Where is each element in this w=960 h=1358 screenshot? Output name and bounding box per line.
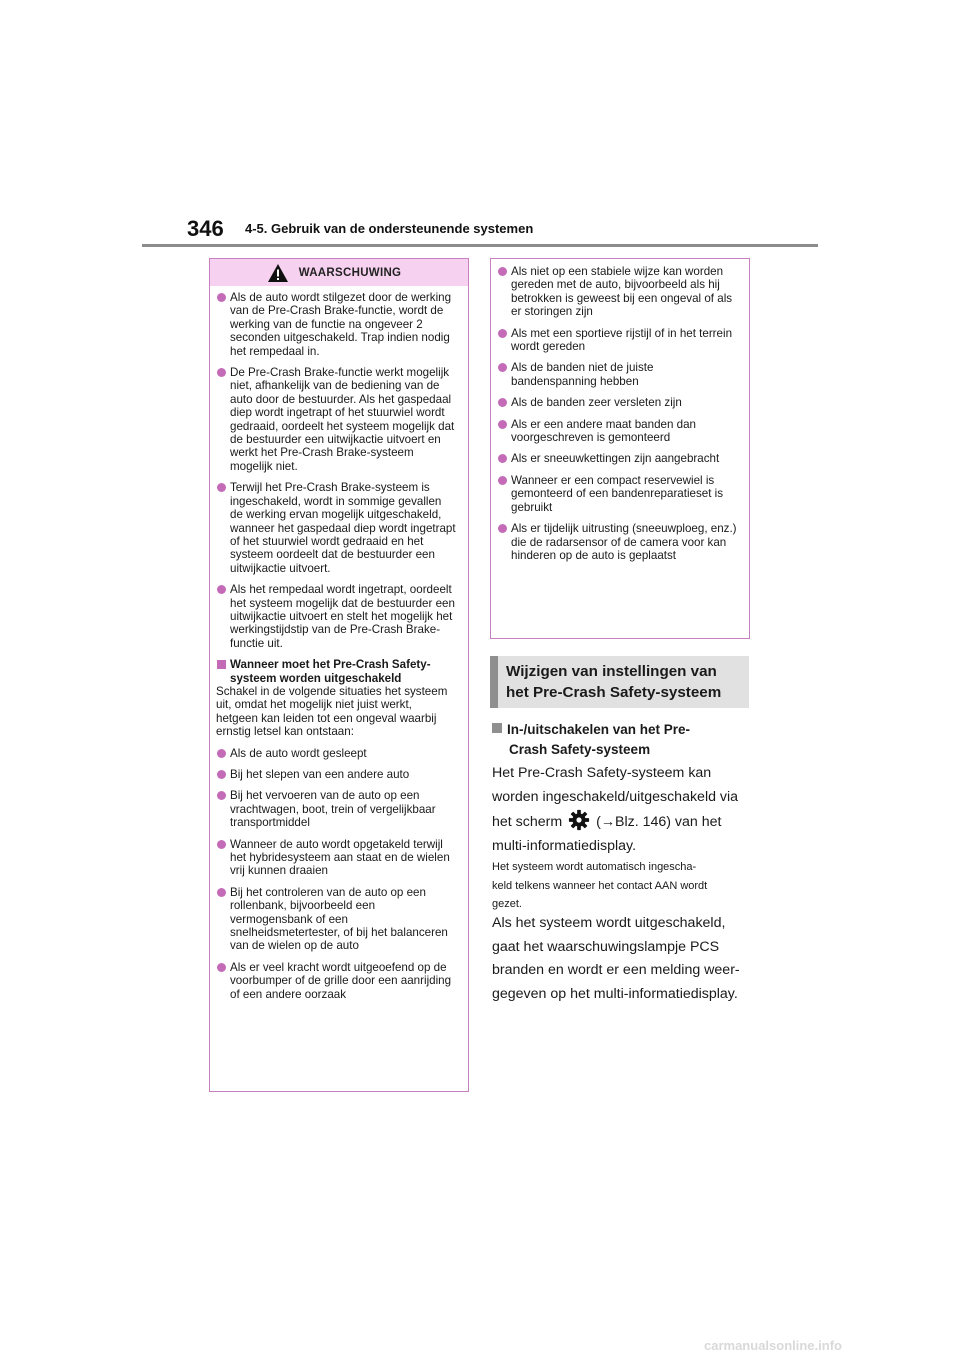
- paragraph-line: multi-informatiedisplay.: [492, 837, 637, 854]
- square-bullet-icon: [492, 723, 502, 733]
- warning-title: WAARSCHUWING: [298, 266, 402, 279]
- header-rule: [142, 244, 818, 247]
- warning-body: [210, 286, 468, 1001]
- bullet-item: Als er sneeuwkettingen zijn aangebracht: [497, 452, 738, 465]
- settings-subheading: [492, 720, 752, 760]
- bullet-item: Als niet op een stabiele wijze kan worden gereden met de auto, bijvoorbeeld als hij betrokken is geweest bij een ongeval of als er storingen zijn: [497, 265, 738, 319]
- bullet-item: Wanneer er een compact reservewiel is gemonteerd of een bandenreparatieset is gebruikt: [497, 474, 738, 514]
- settings-subheading-line: In-/uitschakelen van het Pre-: [507, 722, 691, 737]
- settings-heading-line: Wijzigen van instellingen van: [506, 663, 717, 680]
- settings-subheading-line: Crash Safety-systeem: [509, 742, 651, 757]
- warning-header: [210, 259, 468, 286]
- bullet-item: Terwijl het Pre-Crash Brake-systeem is ingeschakeld, wordt in sommige gevallen de werking ervan mogelijk uitgeschakeld, wanneer het gaspedaal diep wordt ingetrapt of het stuurwiel wordt gedraaid en het systeem oordeelt dat de bestuurder een uitwijkactie uitvoert.: [216, 481, 457, 575]
- bullet-item: Als de auto wordt stilgezet door de werking van de Pre-Crash Brake-functie, wordt de werking van de functie na ongeveer 2 seconden uitgeschakeld. Trap indien nodig het rempedaal in.: [216, 291, 457, 358]
- settings-heading-line: het Pre-Crash Safety-systeem: [506, 684, 722, 701]
- paragraph-line: worden ingeschakeld/uitgeschakeld via: [492, 788, 739, 805]
- page-number: 346: [187, 216, 224, 241]
- section-title: 4-5. Gebruik van de ondersteunende systemen: [245, 221, 534, 236]
- settings-note: [492, 858, 754, 914]
- note-line: keld telkens wanneer het contact AAN wordt: [492, 879, 708, 892]
- bullet-item: Als er veel kracht wordt uitgeoefend op de voorbumper of de grille door een aanrijding of een andere oorzaak: [216, 961, 457, 1001]
- bullet-item: Als de banden zeer versleten zijn: [497, 396, 738, 409]
- bullet-item: Als er een andere maat banden dan voorgeschreven is gemonteerd: [497, 418, 738, 445]
- bullet-item: Als de banden niet de juiste bandenspanning hebben: [497, 361, 738, 388]
- warning-triangle-icon: [267, 263, 289, 283]
- warning-intro: Schakel in de volgende situaties het systeem uit, omdat het mogelijk niet juist werkt, hetgeen kan leiden tot een ongeval waarbij ernstig letsel kan ontstaan:: [216, 684, 448, 739]
- bullet-item: Als er tijdelijk uitrusting (sneeuwploeg, enz.) die de radarsensor of de camera voor kan hinderen op de auto is geplaatst: [497, 522, 738, 562]
- paragraph-line: Als het systeem wordt uitgeschakeld,: [492, 915, 726, 931]
- bullet-item: Bij het controleren van de auto op een rollenbank, bijvoorbeeld een vermogensbank of een snelheidsmetertester, of bij het balanceren van de wielen op de auto: [216, 886, 457, 953]
- paragraph-line: branden en wordt er een melding weer-: [492, 962, 740, 978]
- paragraph-line: gaat het waarschuwingslampje PCS: [492, 938, 720, 955]
- bullet-item: Als het rempedaal wordt ingetrapt, oordeelt het systeem mogelijk dat de bestuurder een uitwijkactie uitvoert en stelt het mogelijk het werkingstijdstip van de Pre-Crash Brake-functie uit.: [216, 583, 457, 650]
- bullet-item: Als de auto wordt gesleept: [216, 747, 457, 760]
- paragraph-line: het scherm (→Blz. 146) van het: [492, 809, 754, 835]
- warning-subheading: Wanneer moet het Pre-Crash Safety-systeem worden uitgeschakeld: [216, 658, 457, 685]
- note-line: Het systeem wordt automatisch ingescha-: [492, 861, 697, 873]
- settings-paragraph-2: [492, 912, 754, 1006]
- paragraph-line: Het Pre-Crash Safety-systeem kan: [492, 765, 712, 781]
- settings-heading: [490, 656, 749, 708]
- warning-box-left: [209, 258, 469, 1092]
- watermark: carmanualsonline.info: [704, 1338, 842, 1353]
- gear-icon: [568, 809, 590, 831]
- bullet-item: Als met een sportieve rijstijl of in het terrein wordt gereden: [497, 327, 738, 354]
- bullet-item: Bij het vervoeren van de auto op een vrachtwagen, boot, trein of vergelijkbaar transportmiddel: [216, 789, 457, 829]
- bullet-item: Bij het slepen van een andere auto: [216, 768, 457, 781]
- bullet-item: De Pre-Crash Brake-functie werkt mogelijk niet, afhankelijk van de bediening van de auto door de bestuurder. Als het gaspedaal diep wordt ingetrapt of het stuurwiel wordt gedraaid, oordeelt het systeem mogelijk dat de bestuurder een uitwijkactie uitvoert en werkt het Pre-Crash Brake-systeem mogelijk niet.: [216, 366, 457, 473]
- note-line: gezet.: [492, 898, 522, 910]
- settings-paragraph: [492, 762, 754, 858]
- warning-body-continued: [491, 259, 749, 562]
- warning-box-right: [490, 258, 750, 639]
- paragraph-line: gegeven op het multi-informatiedisplay.: [492, 985, 738, 1002]
- bullet-item: Wanneer de auto wordt opgetakeld terwijl het hybridesysteem aan staat en de wielen vrij kunnen draaien: [216, 838, 457, 878]
